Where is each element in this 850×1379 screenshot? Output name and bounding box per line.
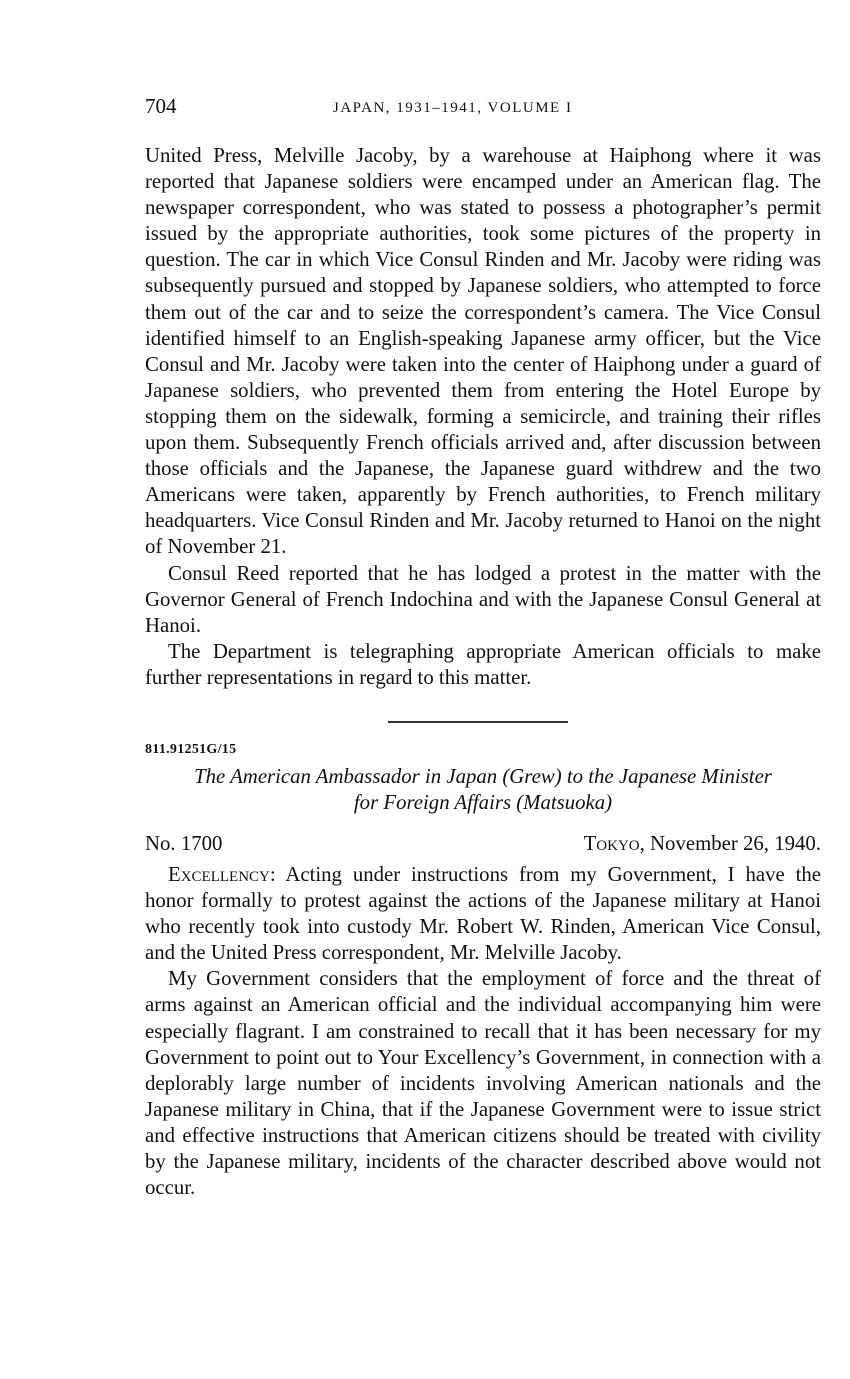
document-title-line-2: for Foreign Affairs (Matsuoka) <box>353 790 613 814</box>
previous-document-body <box>145 143 821 691</box>
paragraph-department: The Department is telegraphing appropriate American officials to make further representations in regard to this matter. <box>145 639 821 689</box>
place: Tokyo <box>583 831 640 855</box>
letter-heading <box>145 832 821 858</box>
page-number: 704 <box>145 94 177 118</box>
letter-number: No. 1700 <box>145 831 223 855</box>
running-header <box>145 94 821 124</box>
date: , November 26, 1940. <box>639 831 821 855</box>
file-number: 811.91251G/15 <box>145 741 237 757</box>
place-and-date <box>584 832 821 856</box>
document-title <box>145 764 821 816</box>
salutation: Excellency: <box>168 862 276 886</box>
section-divider <box>388 721 568 723</box>
document-title-line-1: The American Ambassador in Japan (Grew) to the Japanese Minister <box>194 764 772 788</box>
letter-body <box>145 862 821 1201</box>
running-title: JAPAN, 1931–1941, VOLUME I <box>333 100 573 116</box>
document-page <box>145 94 821 1201</box>
paragraph-consul-reed: Consul Reed reported that he has lodged a protest in the matter with the Governor General of French Indochina and with the Japanese Consul General at Hanoi. <box>145 561 821 637</box>
letter-paragraph-1-text: Acting under instructions from my Government, I have the honor formally to protest against the actions of the Japanese military at Hanoi who recently took into custody Mr. Robert W. Rinden, American Vice Consul, and the United Press correspondent, Mr. Melville Jacoby. <box>145 862 821 965</box>
continuation-paragraph: United Press, Melville Jacoby, by a warehouse at Haiphong where it was reported that Japanese soldiers were encamped under an American flag. The newspaper correspondent, who was stated to possess a photographer’s permit issued by the appropriate authorities, took some pictures of the property in question. The car in which Vice Consul Rinden and Mr. Jacoby were riding was subsequently pursued and stopped by Japanese soldiers, who attempted to force them out of the car and to seize the correspondent’s camera. The Vice Consul identified himself to an English-speaking Japanese army officer, but the Vice Consul and Mr. Jacoby were taken into the center of Haiphong under a guard of Japanese soldiers, who prevented them from entering the Hotel Europe by stopping them on the sidewalk, forming a semicircle, and training their rifles upon them. Subsequently French officials arrived and, after discussion between those officials and the Japanese, the Japanese guard withdrew and the two Americans were taken, apparently by French authorities, to French military headquarters. Vice Consul Rinden and Mr. Jacoby returned to Hanoi on the night of November 21. <box>145 144 821 559</box>
letter-paragraph-1 <box>145 862 821 966</box>
letter-paragraph-2: My Government considers that the employment of force and the threat of arms against an American official and the individual accompanying him were especially flagrant. I am constrained to recall that it has been necessary for my Government to point out to Your Excellency’s Government, in connection with a deplorably large number of incidents involving American nationals and the Japanese military in China, that if the Japanese Government were to issue strict and effective instructions that American citizens should be treated with civility by the Japanese military, incidents of the character described above would not occur. <box>145 967 821 1200</box>
